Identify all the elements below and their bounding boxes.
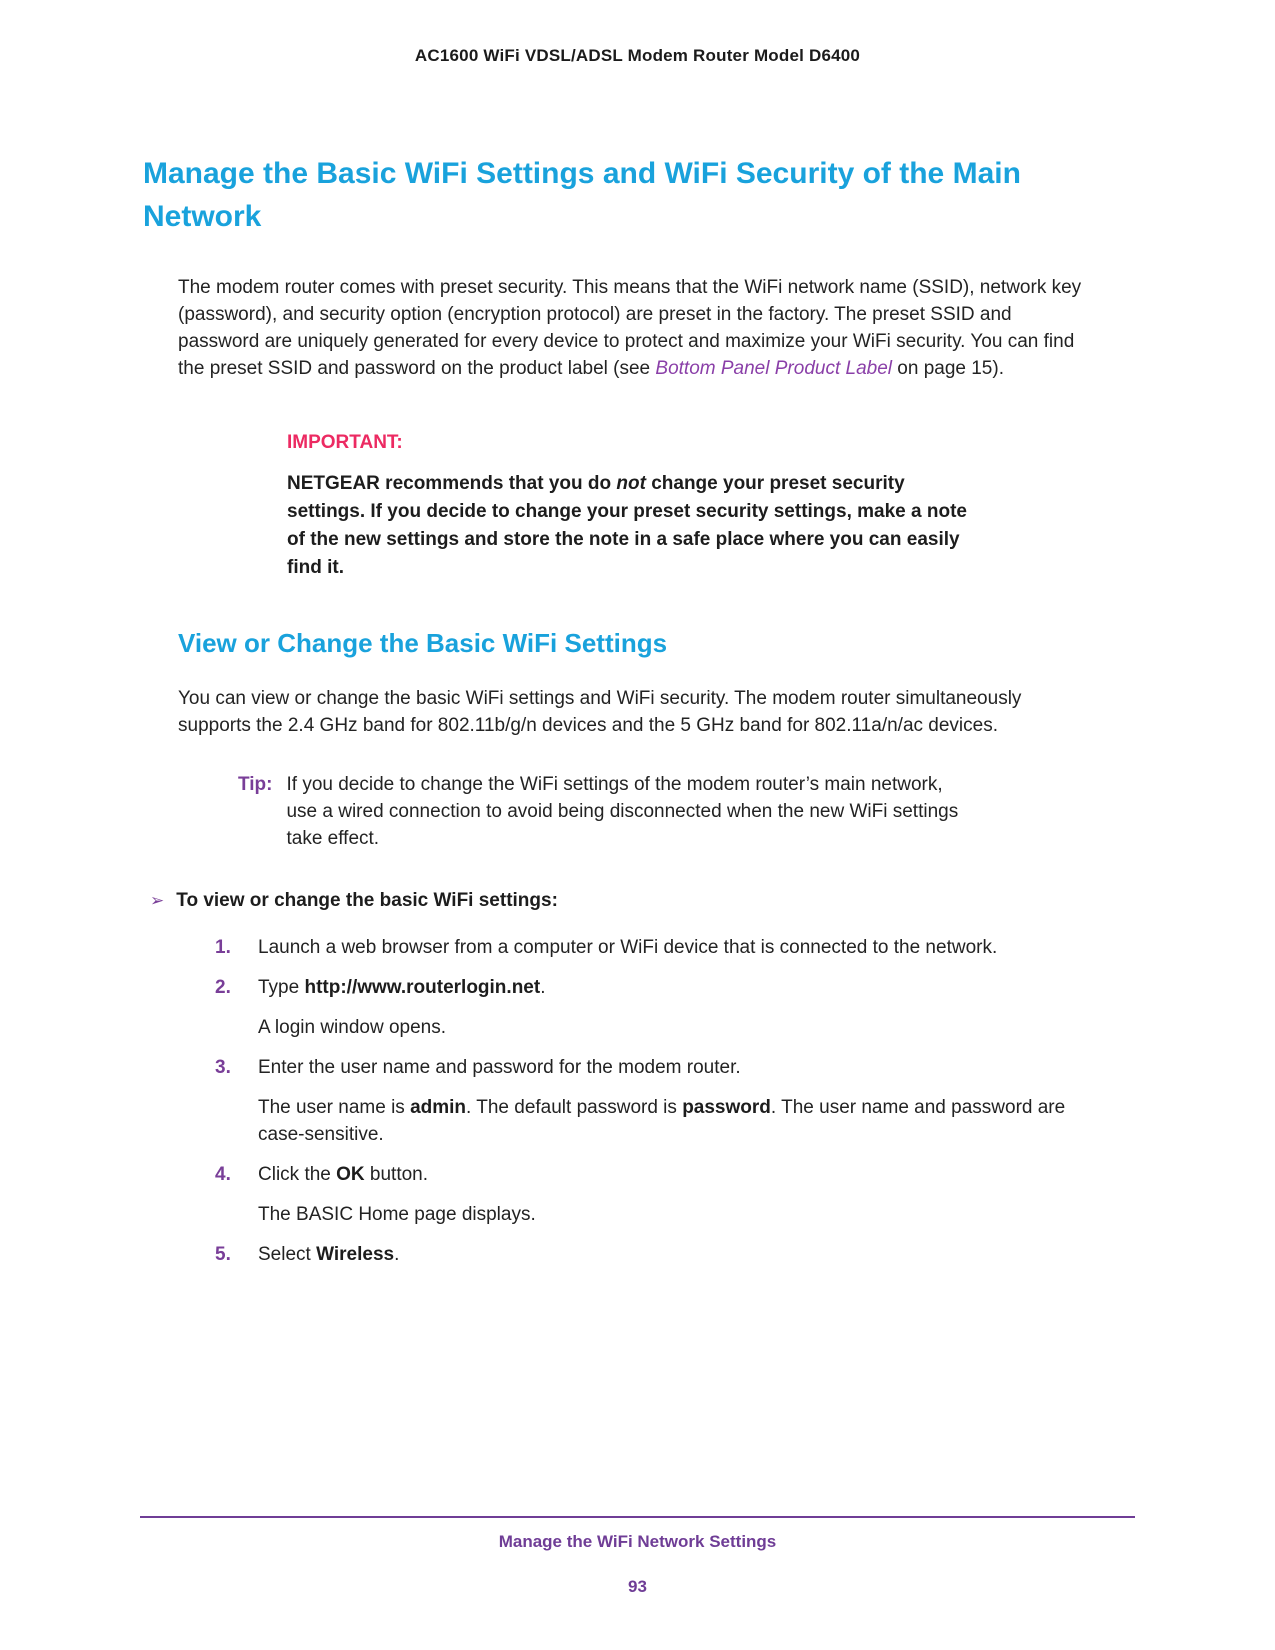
- step-5: [215, 1241, 1275, 1268]
- procedure-title: To view or change the basic WiFi settings:: [176, 890, 558, 911]
- intro-text-post: on page 15).: [892, 358, 1004, 379]
- page-title: Manage the Basic WiFi Settings and WiFi Security of the Main Network: [143, 157, 1021, 233]
- step-2-pre: Type: [258, 977, 305, 998]
- footer-page-number: 93: [628, 1577, 647, 1596]
- step-5-text: [258, 1241, 1093, 1268]
- step-4-bold: OK: [336, 1164, 365, 1185]
- document-header: [0, 0, 1275, 66]
- intro-paragraph: [178, 274, 1094, 382]
- step-3-sub: [258, 1094, 1093, 1148]
- important-label: IMPORTANT:: [287, 432, 403, 453]
- step-5-number: 5.: [215, 1244, 231, 1265]
- intro-text-pre: The modem router comes with preset security. This means that the WiFi network name (SSID), network key (password), and security option (encryption protocol) are preset in the factory. The preset SSID and password are uniquely generated for every device to protect and maximize your WiFi security. You can find the preset SSID and password on the product label (see: [178, 277, 1082, 379]
- step-4-number: 4.: [215, 1164, 231, 1185]
- important-emphasis: not: [616, 473, 646, 494]
- step-5-post: .: [394, 1244, 400, 1265]
- footer-chapter-title: Manage the WiFi Network Settings: [498, 1532, 777, 1551]
- step-3-sub-bold-password: password: [682, 1097, 771, 1118]
- step-2-text: [258, 974, 1093, 1001]
- footer-divider: [140, 1516, 1135, 1518]
- step-3-text: Enter the user name and password for the modem router.: [258, 1057, 741, 1078]
- step-4: [215, 1161, 1275, 1228]
- step-4-post: button.: [364, 1164, 429, 1185]
- step-2-bold: http://www.routerlogin.net: [304, 977, 541, 998]
- step-2-number: 2.: [215, 977, 231, 998]
- tip-block: [238, 771, 1275, 852]
- important-seg1: NETGEAR recommends that you do: [287, 473, 617, 494]
- bottom-panel-product-label-link[interactable]: Bottom Panel Product Label: [655, 358, 892, 379]
- section-paragraph: You can view or change the basic WiFi settings and WiFi security. The modem router simultaneously supports the 2.4 GHz band for 802.11b/g/n devices and the 5 GHz band for 802.11a/n/ac devices.: [178, 688, 1022, 736]
- step-1-number: 1.: [215, 937, 231, 958]
- step-3-number: 3.: [215, 1057, 231, 1078]
- important-paragraph: [287, 470, 977, 582]
- document-header-title: AC1600 WiFi VDSL/ADSL Modem Router Model D6400: [414, 46, 861, 65]
- step-2: [215, 974, 1275, 1041]
- important-seg2: change your preset security settings. If you decide to change your preset security settings, make a note of the new settings and store the note in a safe place where you can easily find it.: [287, 473, 967, 578]
- step-3-sub-bold-admin: admin: [410, 1097, 467, 1118]
- step-4-sub: The BASIC Home page displays.: [258, 1204, 536, 1225]
- procedure-heading: [150, 888, 1275, 914]
- tip-label: Tip:: [238, 774, 273, 795]
- step-3: [215, 1054, 1275, 1148]
- step-3-sub-mid: . The default password is: [466, 1097, 683, 1118]
- tip-text: If you decide to change the WiFi settings of the modem router’s main network, use a wired connection to avoid being disconnected when the new WiFi settings take effect.: [286, 774, 959, 849]
- step-5-pre: Select: [258, 1244, 317, 1265]
- procedure-steps: [215, 934, 1275, 1268]
- step-2-sub: A login window opens.: [258, 1017, 447, 1038]
- step-2-post: .: [540, 977, 546, 998]
- step-3-sub-pre: The user name is: [258, 1097, 411, 1118]
- step-4-text: [258, 1161, 1093, 1188]
- section-title: View or Change the Basic WiFi Settings: [178, 628, 668, 658]
- procedure-arrow-icon: ➢: [150, 891, 165, 911]
- step-1-text: Launch a web browser from a computer or WiFi device that is connected to the network.: [258, 937, 998, 958]
- step-1: [215, 934, 1275, 961]
- step-5-bold: Wireless: [316, 1244, 395, 1265]
- step-4-pre: Click the: [258, 1164, 337, 1185]
- step-3-sub-post: . The user name and password are case-sensitive.: [258, 1097, 1066, 1145]
